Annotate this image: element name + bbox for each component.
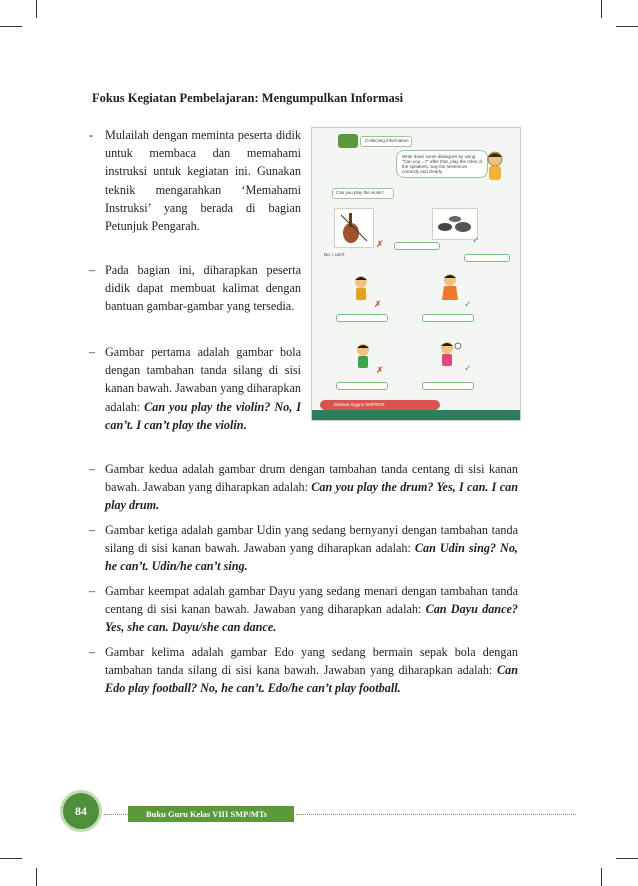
item-text: Gambar keempat adalah gambar Dayu yang sedang menari dengan tambahan tanda centang di sisi kanan bawah. Jawaban yang diharapkan adalah: Can Dayu dance? Yes, she can. Dayu/she can dance. [105, 584, 518, 635]
thumb-answer-hint: No, I can't. [324, 252, 346, 257]
check-mark-icon: ✓ [464, 364, 472, 374]
item-text: Mulailah dengan meminta peserta didik untuk membaca dan memahami instruksi untuk kegiatan ini. Gunakan teknik mengarahkan ‘Memahami Instruksi’ yang berada di bagian Petunjuk Pengarah. [105, 128, 301, 234]
list-item [89, 261, 301, 316]
expected-answer: Can Udin sing? No, he can’t. Udin/he can’t sing. [105, 541, 518, 574]
thumb-page-strip [320, 400, 440, 410]
thumb-header: Collecting Information [365, 138, 409, 143]
bullet: - [89, 128, 94, 142]
bullet: – [89, 645, 96, 659]
answer-line [422, 382, 474, 390]
list-item [89, 126, 301, 235]
answer-line [394, 242, 440, 250]
bullet: – [89, 345, 96, 359]
book-icon [338, 134, 358, 148]
expected-answer: Can Dayu dance? Yes, she can. Dayu/she can dance. [105, 602, 518, 635]
thumb-question-bubble [332, 188, 394, 199]
thumb-instruction: Write down some dialogues by using “Can you…?” after that, play the roles of the speakers. Say the sentences correctly and clearly. [402, 154, 483, 174]
answer-line [422, 314, 474, 322]
check-mark-icon: ✓ [472, 236, 480, 246]
drum-icon [433, 209, 477, 239]
list-item [89, 521, 518, 576]
answer-line [464, 254, 510, 262]
book-title: Buku Guru Kelas VIII SMP/MTs [128, 806, 294, 822]
thumb-instruction-bubble [396, 150, 488, 178]
list-item [89, 582, 518, 637]
page-number: 84 [60, 790, 102, 832]
teacher-figure-icon [482, 150, 508, 184]
bullet: – [89, 584, 96, 598]
list-item [89, 343, 301, 434]
list-item [89, 460, 518, 515]
crop-mark [601, 0, 602, 18]
item-text: Gambar pertama adalah gambar bola dengan tambahan tanda silang di sisi kanan bawah. Jawaban yang diharapkan adalah: Can you play the violin? No, I can’t. I can’t play the violin. [105, 345, 301, 432]
item-text: Gambar kelima adalah gambar Edo yang sedang bermain sepak bola dengan tambahan tanda silang di sisi kana bawah. Jawaban yang diharapkan adalah: Can Edo play football? No, he can’t. Edo/he can’t play football. [105, 645, 518, 696]
footer-dotted-rule [296, 814, 576, 815]
singing-kid-icon [350, 274, 372, 306]
bullet: – [89, 263, 96, 277]
expected-answer: Can you play the violin? No, I can’t. I can’t play the violin. [105, 399, 301, 432]
football-kid-icon [352, 342, 374, 374]
crop-mark [0, 858, 22, 859]
answer-line [336, 382, 388, 390]
student-book-thumbnail [311, 127, 521, 421]
thumb-footer-band [312, 410, 521, 421]
cross-mark-icon: ✗ [376, 240, 384, 250]
item-text: Gambar kedua adalah gambar drum dengan tambahan tanda centang di sisi kanan bawah. Jawaban yang diharapkan adalah: Can you play the drum? Yes, I can. I can play drum. [105, 462, 518, 513]
section-heading: Fokus Kegiatan Pembelajaran: Mengumpulkan Informasi [92, 91, 404, 105]
footer-dotted-rule [104, 814, 128, 815]
item-text: Pada bagian ini, diharapkan peserta didik dapat membuat kalimat dengan bantuan gambar-gambar yang tersedia. [105, 263, 301, 314]
violin-card [334, 208, 374, 248]
bullet: – [89, 523, 96, 537]
crop-mark [616, 26, 638, 27]
expected-answer: Can Edo play football? No, he can’t. Edo/he can’t play football. [105, 663, 518, 696]
crop-mark [616, 858, 638, 859]
thumb-page-strip-label: Bahasa Inggris SMP/MTs [334, 402, 385, 407]
expected-answer: Can you play the drum? Yes, I can. I can play drum. [105, 480, 518, 513]
list-item [89, 643, 518, 698]
thumb-question: Can you play the violin? [336, 190, 384, 195]
bullet: – [89, 462, 96, 476]
thumb-header-box [360, 136, 412, 147]
item-text: Gambar ketiga adalah gambar Udin yang sedang bernyanyi dengan tambahan tanda silang di sisi kanan bawah. Jawaban yang diharapkan adalah: Can Udin sing? No, he can’t. Udin/he can’t sing. [105, 523, 518, 574]
cross-mark-icon: ✗ [376, 366, 384, 376]
crop-mark [0, 26, 22, 27]
dancing-kid-icon [438, 272, 462, 306]
badminton-kid-icon [436, 340, 462, 374]
crop-mark [36, 0, 37, 18]
cross-mark-icon: ✗ [374, 300, 382, 310]
violin-icon [335, 209, 373, 247]
answer-line [336, 314, 388, 322]
crop-mark [601, 868, 602, 886]
crop-mark [36, 868, 37, 886]
check-mark-icon: ✓ [464, 300, 472, 310]
